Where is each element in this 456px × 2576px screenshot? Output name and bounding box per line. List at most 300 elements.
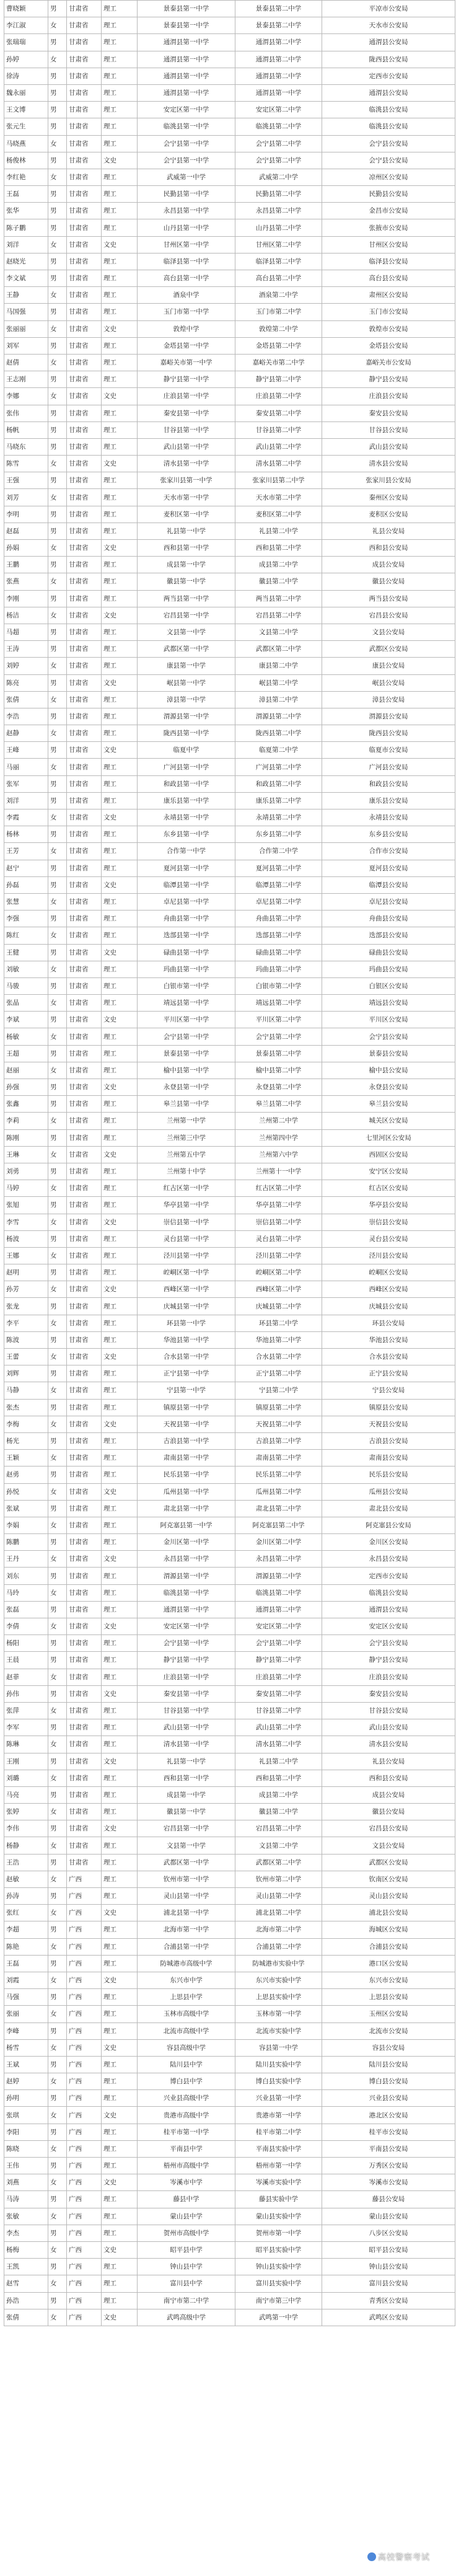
middle-school-cell: 贵港市高级中学 — [138, 2107, 235, 2124]
table-row — [4, 1467, 455, 1483]
graduate-school-cell: 永靖县第二中学 — [235, 809, 322, 826]
middle-school-cell: 红古区第一中学 — [138, 1180, 235, 1197]
middle-school-cell: 景泰县第一中学 — [138, 1, 235, 17]
middle-school-cell: 礼县第一中学 — [138, 523, 235, 539]
table-row — [4, 1652, 455, 1669]
table-row — [4, 1871, 455, 1887]
subject-cell: 理工 — [102, 2124, 138, 2140]
middle-school-cell: 容县高级中学 — [138, 2039, 235, 2056]
province-cell: 广西 — [67, 2174, 102, 2191]
subject-cell: 理工 — [102, 977, 138, 994]
graduate-school-cell: 酒泉第二中学 — [235, 287, 322, 304]
province-cell: 甘肃省 — [67, 1534, 102, 1551]
police-unit-cell: 昭平县公安局 — [322, 2241, 455, 2258]
subject-cell: 理工 — [102, 2140, 138, 2157]
subject-cell: 理工 — [102, 573, 138, 590]
graduate-school-cell: 岑溪市实验中学 — [235, 2174, 322, 2191]
subject-cell: 文史 — [102, 1483, 138, 1500]
graduate-school-cell: 合作第二中学 — [235, 843, 322, 860]
graduate-school-cell: 西峰区第二中学 — [235, 1281, 322, 1298]
police-unit-cell: 博白县公安局 — [322, 2073, 455, 2090]
province-cell: 甘肃省 — [67, 1163, 102, 1180]
graduate-school-cell: 庆城县第二中学 — [235, 1298, 322, 1315]
student-name-cell: 王峰 — [4, 742, 48, 759]
province-cell: 甘肃省 — [67, 1685, 102, 1702]
middle-school-cell: 武鸣高级中学 — [138, 2309, 235, 2326]
gender-cell: 女 — [48, 2073, 67, 2090]
graduate-school-cell: 临洮县第二中学 — [235, 118, 322, 135]
middle-school-cell: 泾川县第一中学 — [138, 1247, 235, 1264]
middle-school-cell: 临潭县第一中学 — [138, 876, 235, 893]
province-cell: 甘肃省 — [67, 1298, 102, 1315]
gender-cell: 女 — [48, 1972, 67, 1988]
student-name-cell: 李明 — [4, 506, 48, 523]
subject-cell: 文史 — [102, 1012, 138, 1028]
middle-school-cell: 康乐县第一中学 — [138, 792, 235, 809]
table-row — [4, 51, 455, 68]
middle-school-cell: 贺州市高级中学 — [138, 2225, 235, 2241]
table-row — [4, 203, 455, 219]
gender-cell: 男 — [48, 2292, 67, 2309]
middle-school-cell: 通渭县第一中学 — [138, 68, 235, 84]
table-row — [4, 287, 455, 304]
police-unit-cell: 玉州区公安局 — [322, 2006, 455, 2022]
province-cell: 甘肃省 — [67, 1331, 102, 1348]
table-row — [4, 792, 455, 809]
table-row — [4, 1854, 455, 1871]
province-cell: 甘肃省 — [67, 405, 102, 421]
student-name-cell: 张敏 — [4, 2208, 48, 2225]
graduate-school-cell: 兰州第四中学 — [235, 1129, 322, 1146]
police-unit-cell: 富川县公安局 — [322, 2275, 455, 2292]
table-row — [4, 1804, 455, 1820]
table-row — [4, 725, 455, 742]
gender-cell: 女 — [48, 1837, 67, 1854]
province-cell: 甘肃省 — [67, 775, 102, 792]
student-name-cell: 孙强 — [4, 1079, 48, 1096]
province-cell: 广西 — [67, 1921, 102, 1938]
gender-cell: 男 — [48, 1753, 67, 1770]
gender-cell: 男 — [48, 1, 67, 17]
graduate-school-cell: 广河县第二中学 — [235, 759, 322, 775]
subject-cell: 理工 — [102, 102, 138, 118]
middle-school-cell: 康县第一中学 — [138, 658, 235, 674]
student-name-cell: 张红 — [4, 1905, 48, 1921]
gender-cell: 男 — [48, 792, 67, 809]
student-name-cell: 张斌 — [4, 1500, 48, 1517]
middle-school-cell: 庆城县第一中学 — [138, 1298, 235, 1315]
graduate-school-cell: 合水县第二中学 — [235, 1349, 322, 1365]
subject-cell: 理工 — [102, 287, 138, 304]
gender-cell: 女 — [48, 658, 67, 674]
table-row — [4, 1365, 455, 1382]
gender-cell: 男 — [48, 1197, 67, 1214]
gender-cell: 女 — [48, 1180, 67, 1197]
student-name-cell: 杨洁 — [4, 607, 48, 624]
subject-cell: 文史 — [102, 1349, 138, 1365]
gender-cell: 男 — [48, 742, 67, 759]
table-row — [4, 1264, 455, 1281]
middle-school-cell: 敦煌中学 — [138, 320, 235, 337]
table-row — [4, 1382, 455, 1399]
police-unit-cell: 夏河县公安局 — [322, 860, 455, 876]
police-unit-cell: 成县公安局 — [322, 1786, 455, 1803]
table-row — [4, 590, 455, 607]
student-name-cell: 刘勇 — [4, 1163, 48, 1180]
province-cell: 甘肃省 — [67, 573, 102, 590]
table-row — [4, 2174, 455, 2191]
gender-cell: 男 — [48, 438, 67, 455]
subject-cell: 理工 — [102, 961, 138, 977]
student-name-cell: 马晓燕 — [4, 135, 48, 152]
graduate-school-cell: 秦安县第二中学 — [235, 1685, 322, 1702]
gender-cell: 男 — [48, 84, 67, 101]
middle-school-cell: 崆峒区第一中学 — [138, 1264, 235, 1281]
student-name-cell: 孙婷 — [4, 51, 48, 68]
middle-school-cell: 静宁县第一中学 — [138, 371, 235, 388]
middle-school-cell: 通渭县第一中学 — [138, 34, 235, 51]
student-name-cell: 李强 — [4, 911, 48, 927]
table-row — [4, 2022, 455, 2039]
gender-cell: 女 — [48, 2208, 67, 2225]
student-name-cell: 刘芳 — [4, 489, 48, 506]
province-cell: 甘肃省 — [67, 1096, 102, 1113]
table-row — [4, 2039, 455, 2056]
police-unit-cell: 和政县公安局 — [322, 775, 455, 792]
graduate-school-cell: 钦州市第二中学 — [235, 1871, 322, 1887]
graduate-school-cell: 卓尼县第二中学 — [235, 893, 322, 910]
graduate-school-cell: 迭部县第二中学 — [235, 927, 322, 944]
student-name-cell: 刘燕 — [4, 2174, 48, 2191]
middle-school-cell: 博白县中学 — [138, 2073, 235, 2090]
graduate-school-cell: 靖远县第二中学 — [235, 995, 322, 1012]
province-cell: 广西 — [67, 2225, 102, 2241]
gender-cell: 男 — [48, 708, 67, 725]
police-unit-cell: 蒙山县公安局 — [322, 2208, 455, 2225]
table-row — [4, 691, 455, 708]
middle-school-cell: 北流市高级中学 — [138, 2022, 235, 2039]
police-unit-cell: 秦安县公安局 — [322, 405, 455, 421]
table-row — [4, 2191, 455, 2208]
table-row — [4, 169, 455, 185]
subject-cell: 理工 — [102, 68, 138, 84]
table-row — [4, 876, 455, 893]
graduate-school-cell: 文县第二中学 — [235, 624, 322, 640]
police-unit-cell: 肃州区公安局 — [322, 287, 455, 304]
gender-cell: 男 — [48, 944, 67, 961]
gender-cell: 男 — [48, 1129, 67, 1146]
student-name-cell: 马骏 — [4, 977, 48, 994]
graduate-school-cell: 成县第二中学 — [235, 557, 322, 573]
province-cell: 甘肃省 — [67, 304, 102, 320]
student-name-cell: 刘军 — [4, 337, 48, 354]
table-row — [4, 843, 455, 860]
table-row — [4, 708, 455, 725]
gender-cell: 女 — [48, 320, 67, 337]
student-name-cell: 杨林 — [4, 826, 48, 843]
table-row — [4, 2107, 455, 2124]
subject-cell: 文史 — [102, 2107, 138, 2124]
police-unit-cell: 红古区公安局 — [322, 1180, 455, 1197]
middle-school-cell: 金塔县第一中学 — [138, 337, 235, 354]
middle-school-cell: 通渭县第一中学 — [138, 1601, 235, 1618]
police-unit-cell: 嘉峪关市公安局 — [322, 354, 455, 371]
table-row — [4, 2292, 455, 2309]
gender-cell: 女 — [48, 1214, 67, 1230]
middle-school-cell: 山丹县第一中学 — [138, 219, 235, 236]
watermark-logo-icon — [367, 2552, 376, 2561]
subject-cell: 文史 — [102, 540, 138, 557]
graduate-school-cell: 文县第二中学 — [235, 1837, 322, 1854]
graduate-school-cell: 镇原县第二中学 — [235, 1399, 322, 1416]
graduate-school-cell: 红古区第二中学 — [235, 1180, 322, 1197]
police-unit-cell: 平南县公安局 — [322, 2140, 455, 2157]
student-name-cell: 李红艳 — [4, 169, 48, 185]
gender-cell: 女 — [48, 2309, 67, 2326]
table-row — [4, 2140, 455, 2157]
middle-school-cell: 东兴市中学 — [138, 1972, 235, 1988]
student-name-cell: 赵宁 — [4, 860, 48, 876]
subject-cell: 理工 — [102, 1955, 138, 1972]
table-row — [4, 1534, 455, 1551]
table-row — [4, 1247, 455, 1264]
graduate-school-cell: 漳县第二中学 — [235, 691, 322, 708]
province-cell: 甘肃省 — [67, 320, 102, 337]
province-cell: 甘肃省 — [67, 876, 102, 893]
province-cell: 甘肃省 — [67, 590, 102, 607]
gender-cell: 女 — [48, 1517, 67, 1533]
subject-cell: 理工 — [102, 1331, 138, 1348]
table-row — [4, 135, 455, 152]
police-unit-cell: 岑溪市公安局 — [322, 2174, 455, 2191]
middle-school-cell: 景泰县第一中学 — [138, 17, 235, 34]
police-unit-cell: 金川区公安局 — [322, 1534, 455, 1551]
middle-school-cell: 秦安县第一中学 — [138, 405, 235, 421]
table-row — [4, 1837, 455, 1854]
student-name-cell: 张晶 — [4, 995, 48, 1012]
subject-cell: 文史 — [102, 607, 138, 624]
middle-school-cell: 安定区第一中学 — [138, 102, 235, 118]
middle-school-cell: 南宁市第二中学 — [138, 2292, 235, 2309]
table-row — [4, 1432, 455, 1449]
gender-cell: 男 — [48, 1079, 67, 1096]
graduate-school-cell: 通渭县第二中学 — [235, 1601, 322, 1618]
province-cell: 甘肃省 — [67, 1568, 102, 1584]
province-cell: 甘肃省 — [67, 1349, 102, 1365]
table-row — [4, 573, 455, 590]
police-unit-cell: 皋兰县公安局 — [322, 1096, 455, 1113]
police-unit-cell: 临洮县公安局 — [322, 102, 455, 118]
student-name-cell: 赵倩 — [4, 354, 48, 371]
student-name-cell: 陈刚 — [4, 1129, 48, 1146]
police-unit-cell: 泾川县公安局 — [322, 1247, 455, 1264]
police-unit-cell: 阿克塞县公安局 — [322, 1517, 455, 1533]
police-unit-cell: 秦安县公安局 — [322, 1685, 455, 1702]
province-cell: 甘肃省 — [67, 354, 102, 371]
province-cell: 广西 — [67, 2039, 102, 2056]
graduate-school-cell: 玉林市第一中学 — [235, 2006, 322, 2022]
gender-cell: 女 — [48, 1247, 67, 1264]
subject-cell: 文史 — [102, 1972, 138, 1988]
student-name-cell: 张瑞瑞 — [4, 34, 48, 51]
student-name-cell: 马丽 — [4, 759, 48, 775]
province-cell: 广西 — [67, 2259, 102, 2275]
province-cell: 甘肃省 — [67, 388, 102, 405]
table-row — [4, 944, 455, 961]
province-cell: 甘肃省 — [67, 1753, 102, 1770]
table-row — [4, 1113, 455, 1129]
gender-cell: 女 — [48, 456, 67, 472]
student-name-cell: 王斌 — [4, 2056, 48, 2073]
province-cell: 甘肃省 — [67, 1450, 102, 1467]
table-row — [4, 2275, 455, 2292]
student-name-cell: 李霞 — [4, 809, 48, 826]
subject-cell: 理工 — [102, 624, 138, 640]
gender-cell: 女 — [48, 1618, 67, 1635]
subject-cell: 理工 — [102, 1028, 138, 1045]
subject-cell: 理工 — [102, 893, 138, 910]
subject-cell: 理工 — [102, 759, 138, 775]
middle-school-cell: 永登县第一中学 — [138, 1079, 235, 1096]
graduate-school-cell: 礼县第二中学 — [235, 1753, 322, 1770]
province-cell: 广西 — [67, 2107, 102, 2124]
middle-school-cell: 岑溪市中学 — [138, 2174, 235, 2191]
graduate-school-cell: 宕昌县第二中学 — [235, 607, 322, 624]
graduate-school-cell: 武山县第二中学 — [235, 438, 322, 455]
police-unit-cell: 会宁县公安局 — [322, 135, 455, 152]
graduate-school-cell: 泾川县第二中学 — [235, 1247, 322, 1264]
table-row — [4, 977, 455, 994]
subject-cell: 文史 — [102, 236, 138, 253]
gender-cell: 男 — [48, 1467, 67, 1483]
police-unit-cell: 白银区公安局 — [322, 977, 455, 994]
middle-school-cell: 灵山县第一中学 — [138, 1888, 235, 1905]
middle-school-cell: 陇西县第一中学 — [138, 725, 235, 742]
gender-cell: 男 — [48, 523, 67, 539]
police-unit-cell: 甘谷县公安局 — [322, 1702, 455, 1719]
table-row — [4, 1551, 455, 1568]
table-row — [4, 1214, 455, 1230]
table-row — [4, 893, 455, 910]
middle-school-cell: 西和县第一中学 — [138, 540, 235, 557]
subject-cell: 理工 — [102, 590, 138, 607]
gender-cell: 女 — [48, 1736, 67, 1753]
gender-cell: 女 — [48, 995, 67, 1012]
police-unit-cell: 港口区公安局 — [322, 1955, 455, 1972]
subject-cell: 文史 — [102, 944, 138, 961]
province-cell: 甘肃省 — [67, 506, 102, 523]
middle-school-cell: 平南县中学 — [138, 2140, 235, 2157]
middle-school-cell: 文县第一中学 — [138, 624, 235, 640]
student-name-cell: 马超 — [4, 624, 48, 640]
student-name-cell: 李杰 — [4, 2225, 48, 2241]
gender-cell: 女 — [48, 1315, 67, 1331]
graduate-school-cell: 成县第二中学 — [235, 1786, 322, 1803]
police-unit-cell: 两当县公安局 — [322, 590, 455, 607]
gender-cell: 男 — [48, 1854, 67, 1871]
gender-cell: 男 — [48, 1331, 67, 1348]
graduate-school-cell: 通渭县第一中学 — [235, 84, 322, 101]
graduate-school-cell: 阿克塞县第二中学 — [235, 1517, 322, 1533]
subject-cell: 理工 — [102, 775, 138, 792]
gender-cell: 女 — [48, 1416, 67, 1432]
subject-cell: 理工 — [102, 557, 138, 573]
table-row — [4, 84, 455, 101]
subject-cell: 理工 — [102, 1989, 138, 2006]
middle-school-cell: 正宁县第一中学 — [138, 1365, 235, 1382]
subject-cell: 理工 — [102, 1365, 138, 1382]
police-unit-cell: 环县公安局 — [322, 1315, 455, 1331]
student-name-cell: 李超 — [4, 1921, 48, 1938]
subject-cell: 理工 — [102, 911, 138, 927]
graduate-school-cell: 榆中县第二中学 — [235, 1062, 322, 1078]
subject-cell: 理工 — [102, 438, 138, 455]
middle-school-cell: 玉门市第一中学 — [138, 304, 235, 320]
gender-cell: 女 — [48, 2039, 67, 2056]
graduate-school-cell: 灵山县第二中学 — [235, 1888, 322, 1905]
graduate-school-cell: 金川区第二中学 — [235, 1534, 322, 1551]
police-unit-cell: 敦煌市公安局 — [322, 320, 455, 337]
subject-cell: 理工 — [102, 354, 138, 371]
province-cell: 甘肃省 — [67, 1820, 102, 1837]
table-row — [4, 186, 455, 203]
subject-cell: 理工 — [102, 506, 138, 523]
police-unit-cell: 上思县公安局 — [322, 1989, 455, 2006]
gender-cell: 女 — [48, 287, 67, 304]
province-cell: 甘肃省 — [67, 51, 102, 68]
graduate-school-cell: 富川县实验中学 — [235, 2275, 322, 2292]
province-cell: 甘肃省 — [67, 102, 102, 118]
province-cell: 甘肃省 — [67, 624, 102, 640]
subject-cell: 理工 — [102, 826, 138, 843]
graduate-school-cell: 高台县第二中学 — [235, 270, 322, 287]
table-row — [4, 1972, 455, 1988]
gender-cell: 女 — [48, 2275, 67, 2292]
table-row — [4, 742, 455, 759]
province-cell: 甘肃省 — [67, 607, 102, 624]
student-name-cell: 李莉 — [4, 1113, 48, 1129]
student-name-cell: 刘婷 — [4, 658, 48, 674]
graduate-school-cell: 崆峒区第二中学 — [235, 1264, 322, 1281]
subject-cell: 文史 — [102, 742, 138, 759]
student-name-cell: 王文博 — [4, 102, 48, 118]
graduate-school-cell: 会宁县第二中学 — [235, 135, 322, 152]
province-cell: 甘肃省 — [67, 1702, 102, 1719]
graduate-school-cell: 临泽县第二中学 — [235, 253, 322, 270]
police-unit-cell: 甘谷县公安局 — [322, 421, 455, 438]
gender-cell: 男 — [48, 1685, 67, 1702]
graduate-school-cell: 永登县第二中学 — [235, 1079, 322, 1096]
middle-school-cell: 渭源县第一中学 — [138, 708, 235, 725]
student-name-cell: 赵静 — [4, 725, 48, 742]
province-cell: 甘肃省 — [67, 944, 102, 961]
table-row — [4, 2225, 455, 2241]
student-name-cell: 王鹏 — [4, 557, 48, 573]
middle-school-cell: 庄浪县第一中学 — [138, 388, 235, 405]
graduate-school-cell: 舟曲县第二中学 — [235, 911, 322, 927]
student-name-cell: 张军 — [4, 775, 48, 792]
province-cell: 甘肃省 — [67, 186, 102, 203]
police-unit-cell: 安定区公安局 — [322, 1618, 455, 1635]
province-cell: 甘肃省 — [67, 1804, 102, 1820]
graduate-school-cell: 敦煌第二中学 — [235, 320, 322, 337]
student-name-cell: 王伟 — [4, 2158, 48, 2174]
province-cell: 甘肃省 — [67, 674, 102, 691]
police-unit-cell: 正宁县公安局 — [322, 1365, 455, 1382]
gender-cell: 男 — [48, 860, 67, 876]
student-name-cell: 李倩 — [4, 1618, 48, 1635]
subject-cell: 文史 — [102, 152, 138, 169]
